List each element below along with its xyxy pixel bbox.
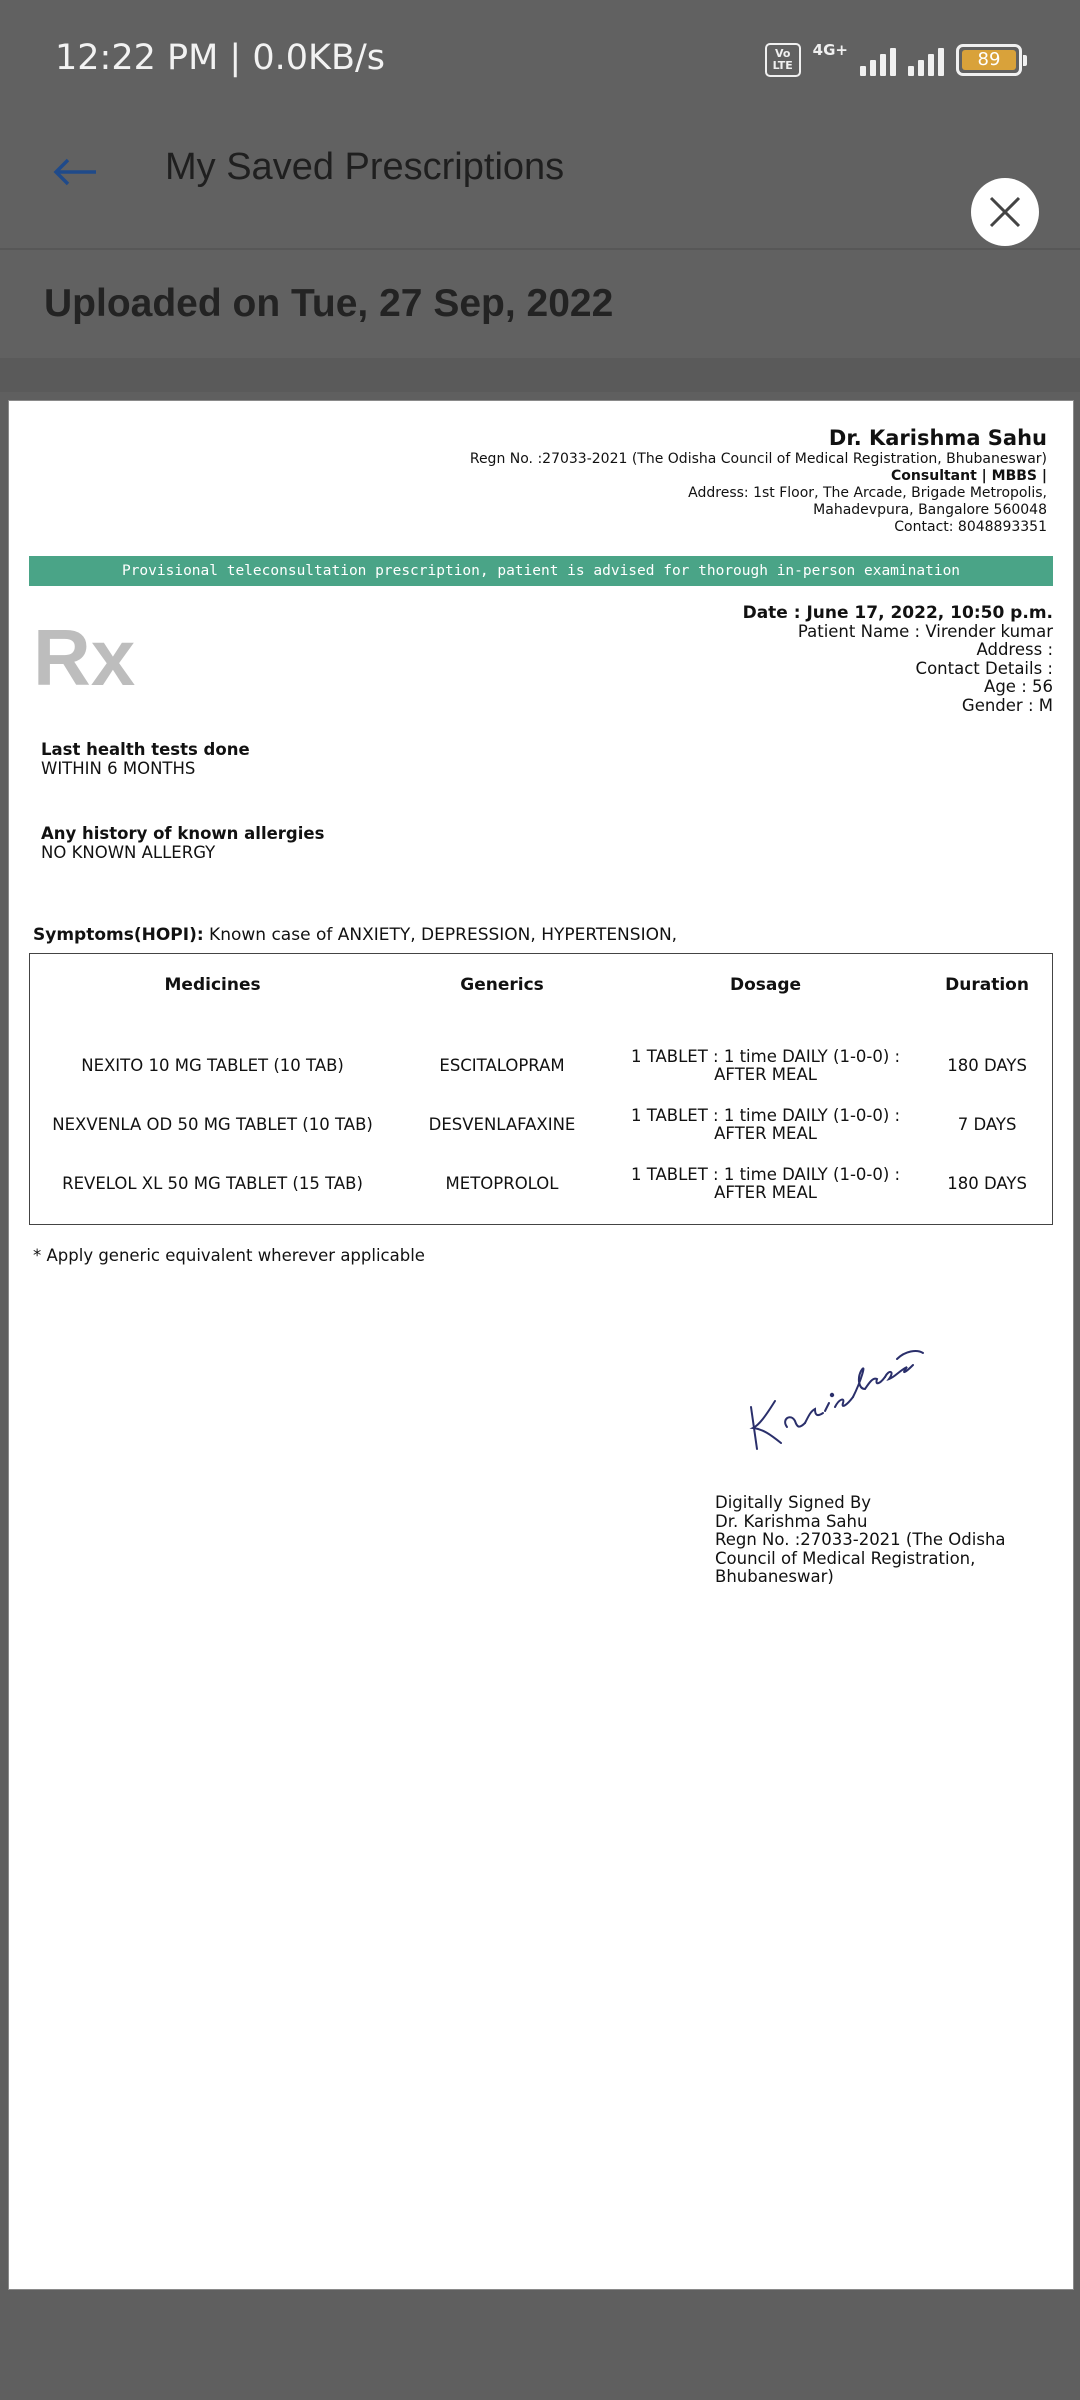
table-row: [30, 1036, 1052, 1095]
medicines-table: [29, 953, 1053, 1225]
doctor-name: Dr. Karishma Sahu: [828, 426, 1047, 450]
allergies-value: NO KNOWN ALLERGY: [41, 843, 216, 862]
close-button[interactable]: [971, 178, 1039, 246]
bottom-bar: [0, 2296, 1080, 2400]
patient-name: Patient Name : Virender kumar: [797, 621, 1053, 641]
status-bar: [0, 0, 1080, 124]
medicine-dosage: 1 TABLET : 1 time DAILY (1-0-0) : AFTER MEAL: [630, 1105, 901, 1143]
patient-info: [743, 604, 1053, 715]
patient-contact: Contact Details :: [915, 658, 1053, 678]
status-icons: [765, 38, 1022, 82]
medicine-name: NEXVENLA OD 50 MG TABLET (10 TAB): [52, 1114, 373, 1134]
digital-signature-info: [715, 1494, 1045, 1587]
arrow-left-icon: [50, 150, 100, 194]
symptoms-value: Known case of ANXIETY, DEPRESSION, HYPERTENSION,: [203, 925, 678, 945]
medicine-duration: 180 DAYS: [947, 1173, 1027, 1193]
network-type: 4G+: [812, 41, 848, 59]
doctor-address-1: Address: 1st Floor, The Arcade, Brigade Metropolis,: [688, 485, 1047, 501]
doctor-regn: Regn No. :27033-2021 (The Odisha Council of Medical Registration, Bhubaneswar): [469, 451, 1047, 467]
battery-icon: [956, 44, 1022, 76]
header-divider: [0, 248, 1080, 250]
close-icon: [988, 195, 1022, 229]
page-title: My Saved Prescriptions: [165, 146, 565, 188]
signal-icon: [860, 44, 896, 76]
teleconsultation-banner: Provisional teleconsultation prescription, patient is advised for thorough in-person examination: [29, 556, 1053, 586]
column-header-dosage: Dosage: [729, 975, 802, 995]
rx-logo: Rx: [33, 613, 136, 702]
back-button[interactable]: [50, 150, 100, 194]
handwritten-signature: [729, 1331, 929, 1461]
table-row: [30, 1154, 1052, 1213]
patient-address: Address :: [976, 640, 1053, 659]
doctor-designation: Consultant | MBBS |: [891, 468, 1047, 484]
patient-gender: Gender : M: [961, 695, 1053, 715]
list-strip: [0, 358, 1080, 392]
medicine-name: REVELOL XL 50 MG TABLET (15 TAB): [62, 1173, 363, 1193]
column-header-medicines: Medicines: [164, 975, 261, 995]
generic-note: * Apply generic equivalent wherever applicable: [33, 1246, 425, 1265]
table-row: [30, 1095, 1052, 1154]
prescription-document: [8, 400, 1074, 2290]
symptoms: [33, 925, 677, 945]
medicine-duration: 180 DAYS: [947, 1055, 1027, 1075]
symptoms-label: Symptoms(HOPI):: [33, 925, 204, 945]
status-time: 12:22 PM | 0.0KB/s: [55, 38, 385, 78]
medicine-generic: DESVENLAFAXINE: [428, 1114, 576, 1134]
doctor-address-2: Mahadevpura, Bangalore 560048: [813, 502, 1047, 518]
allergies-title: Any history of known allergies: [41, 824, 325, 843]
health-tests-value: WITHIN 6 MONTHS: [41, 759, 196, 778]
health-tests-title: Last health tests done: [41, 740, 250, 759]
medicine-generic: METOPROLOL: [445, 1173, 559, 1193]
medicine-dosage: 1 TABLET : 1 time DAILY (1-0-0) : AFTER MEAL: [630, 1046, 901, 1084]
prescription-date: Date : June 17, 2022, 10:50 p.m.: [742, 603, 1053, 623]
doctor-contact: Contact: 8048893351: [894, 519, 1047, 535]
medicine-name: NEXITO 10 MG TABLET (10 TAB): [81, 1055, 344, 1075]
signed-by-regn: Regn No. :27033-2021 (The Odisha Council of Medical Registration, Bhubaneswar): [715, 1530, 1006, 1586]
signal-icon-2: [908, 44, 944, 76]
medicine-dosage: 1 TABLET : 1 time DAILY (1-0-0) : AFTER MEAL: [630, 1164, 901, 1202]
medicine-duration: 7 DAYS: [957, 1114, 1017, 1134]
column-header-generics: Generics: [460, 975, 544, 995]
volte-icon: Vo LTE: [765, 43, 801, 77]
doctor-info: [470, 425, 1047, 536]
upload-date: Uploaded on Tue, 27 Sep, 2022: [44, 282, 614, 325]
column-header-duration: Duration: [945, 975, 1029, 995]
signed-by-name: Dr. Karishma Sahu: [715, 1511, 868, 1531]
battery-level: 89: [962, 50, 1016, 70]
medicine-generic: ESCITALOPRAM: [439, 1055, 565, 1075]
signed-by-label: Digitally Signed By: [715, 1493, 872, 1512]
patient-age: Age : 56: [984, 677, 1053, 696]
